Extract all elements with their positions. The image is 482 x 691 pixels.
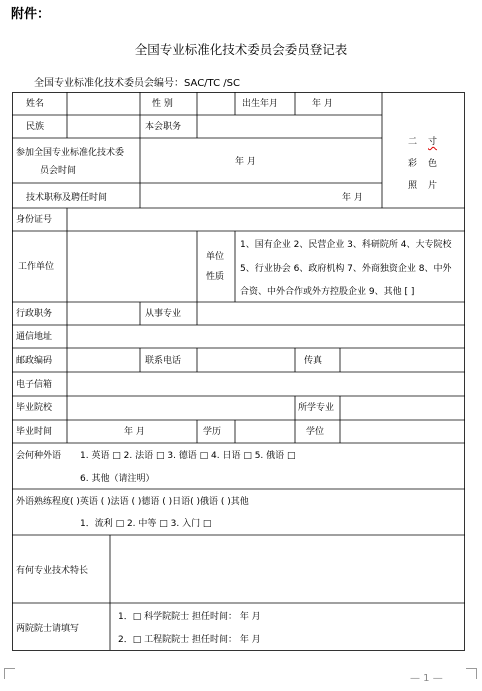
label-id-number: 身份证号	[16, 215, 53, 225]
label-postcode: 邮政编码	[16, 356, 53, 366]
label-languages: 会何种外语	[16, 451, 62, 461]
academician-line-1: 1．□ 科学院院士 担任时间： 年 月	[118, 612, 261, 622]
photo-char-2: 寸	[428, 137, 438, 147]
committee-code-line: 全国专业标准化技术委员会编号：SAC/TC /SC	[34, 78, 240, 89]
label-education: 学历	[203, 427, 222, 437]
label-name: 姓名	[26, 99, 45, 109]
label-phone: 联系电话	[145, 356, 182, 366]
photo-char-3: 彩	[408, 159, 418, 169]
label-major: 所学专业	[298, 403, 335, 413]
proficiency-levels: 1．流利 □ 2. 中等 □ 3. 入门 □	[80, 519, 212, 529]
label-school: 毕业院校	[16, 403, 53, 413]
form-title: 全国专业标准化技术委员会委员登记表	[134, 42, 348, 57]
language-options-line-2: 6. 其他（请注明）	[80, 474, 155, 484]
join-year-month: 年 月	[235, 157, 256, 167]
label-gender: 性 别	[152, 99, 173, 109]
nature-options-line-2: 5、行业协会 6、政府机构 7、外商独资企业 8、中外	[240, 264, 452, 274]
proficiency-line: 外语熟练程度( )英语 ( )法语 ( )德语 ( )日语( )俄语 ( )其他	[16, 497, 249, 507]
academician-line-2: 2．□ 工程院院士 担任时间： 年 月	[118, 635, 261, 645]
photo-char-4: 色	[428, 159, 438, 169]
label-email: 电子信箱	[16, 380, 53, 390]
photo-char-1: 二	[408, 137, 418, 147]
label-employer: 工作单位	[18, 262, 55, 272]
photo-char-5: 照	[408, 181, 418, 191]
photo-char-6: 片	[428, 181, 438, 191]
language-options-line-1: 1. 英语 □ 2. 法语 □ 3. 德语 □ 4. 日语 □ 5. 俄语 □	[80, 451, 296, 461]
label-grad-time: 毕业时间	[16, 427, 53, 437]
label-degree: 学位	[306, 427, 325, 437]
grad-year-month: 年 月	[124, 427, 145, 437]
tech-year-month: 年 月	[342, 193, 363, 203]
label-specialty: 从事专业	[145, 309, 182, 319]
label-academician: 两院院士请填写	[16, 624, 80, 634]
nature-options-line-3: 合资、中外合作或外方控股企业 9、其他 [ ]	[240, 287, 415, 297]
label-unit-nature-2: 性质	[206, 272, 225, 282]
label-join-time-1: 参加全国专业标准化技术委	[16, 148, 125, 158]
label-join-time-2: 员会时间	[40, 166, 77, 176]
crop-mark-right	[466, 668, 477, 679]
crop-mark-left	[4, 668, 15, 679]
nature-options-line-1: 1、国有企业 2、民营企业 3、科研院所 4、大专院校	[240, 240, 452, 250]
label-address: 通信地址	[16, 332, 53, 342]
label-committee-post: 本会职务	[145, 122, 182, 132]
label-admin-post: 行政职务	[16, 309, 53, 319]
page-number: — 1 —	[410, 673, 443, 684]
birth-year-month: 年 月	[312, 99, 333, 109]
label-fax: 传真	[304, 356, 323, 366]
label-unit-nature-1: 单位	[206, 252, 225, 262]
label-tech-title: 技术职称及聘任时间	[26, 193, 108, 203]
label-birth: 出生年月	[242, 99, 279, 109]
attachment-header: 附件：	[11, 7, 51, 22]
label-expertise: 有何专业技术特长	[16, 566, 89, 576]
label-ethnicity: 民族	[26, 122, 45, 132]
